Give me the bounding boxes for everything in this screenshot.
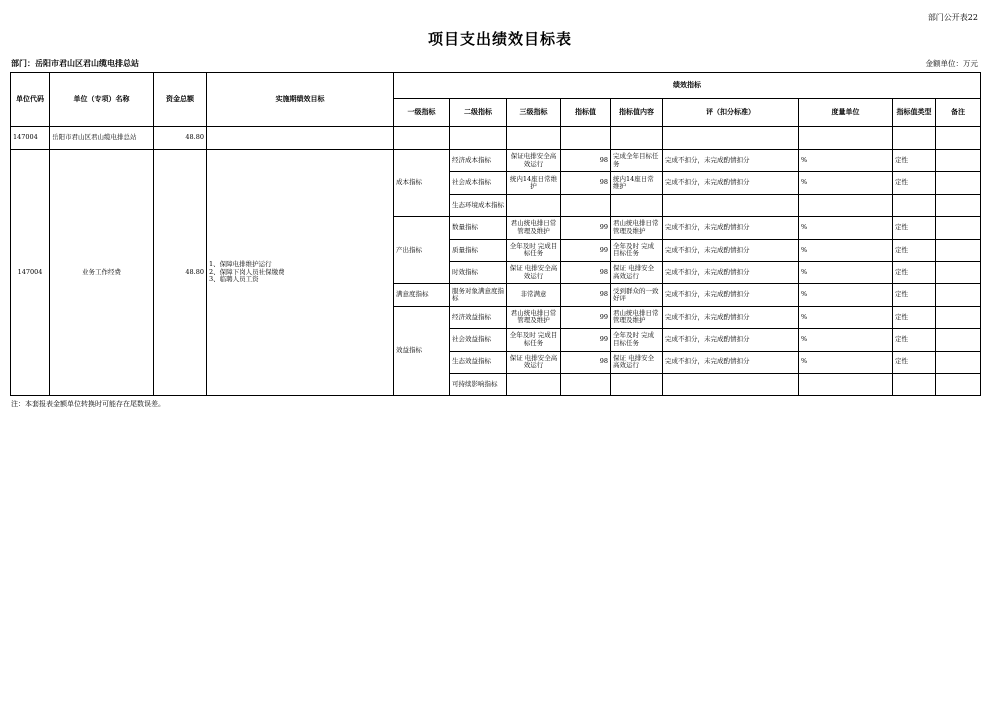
level3-indicator: 保证 电排安全高效运行: [507, 261, 561, 283]
remarks-cell: [936, 261, 981, 283]
indicator-content: 统内14座日常维护: [611, 172, 663, 194]
measure-unit: %: [799, 172, 893, 194]
header-scoring: 评（扣分标准）: [663, 99, 799, 127]
scoring-standard: 完成不扣分，未完成酌情扣分: [663, 351, 799, 373]
indicator-value: 98: [561, 261, 611, 283]
goal-line: 1、保障电排维护运行: [209, 260, 272, 269]
footnote: 注：本套报表金额单位转换时可能存在尾数误差。: [11, 400, 165, 408]
level2-indicator: 可持续影响指标: [450, 373, 507, 395]
level3-indicator: 非常满意: [507, 284, 561, 306]
remarks-cell: [936, 284, 981, 306]
level3-indicator: 全年及时 完成目标任务: [507, 329, 561, 351]
indicator-content: 全年及时 完成目标任务: [611, 329, 663, 351]
measure-unit: %: [799, 261, 893, 283]
scoring-standard: 完成不扣分，未完成酌情扣分: [663, 150, 799, 172]
level3-indicator: 统内14座日常维护: [507, 172, 561, 194]
sheet-number-label: 部门公开表22: [927, 13, 978, 22]
remarks-cell: [936, 172, 981, 194]
level2-indicator: 经济效益指标: [450, 306, 507, 328]
scoring-standard: 完成不扣分，未完成酌情扣分: [663, 217, 799, 239]
remarks-cell: [936, 217, 981, 239]
measure-unit: %: [799, 217, 893, 239]
scoring-standard: 完成不扣分，未完成酌情扣分: [663, 306, 799, 328]
measure-unit: %: [799, 284, 893, 306]
performance-goals-table: [10, 72, 981, 396]
indicator-content: 君山统电排日常管理及维护: [611, 217, 663, 239]
indicator-content: [611, 194, 663, 216]
scoring-standard: 完成不扣分，未完成酌情扣分: [663, 329, 799, 351]
project-goal: [207, 150, 394, 396]
header-unit-name: 单位（专项）名称: [50, 73, 154, 127]
level2-indicator: 服务对象满意度指标: [450, 284, 507, 306]
level2-indicator: 经济成本指标: [450, 150, 507, 172]
remarks-cell: [936, 239, 981, 261]
value-type: 定性: [893, 351, 936, 373]
value-type: [893, 194, 936, 216]
value-type: 定性: [893, 306, 936, 328]
value-type: 定性: [893, 239, 936, 261]
level1-indicator: 效益指标: [394, 306, 450, 396]
header-value: 指标值: [561, 99, 611, 127]
indicator-content: 保证 电排安全高效运行: [611, 261, 663, 283]
indicator-row: [11, 150, 981, 172]
remarks-cell: [936, 351, 981, 373]
level3-indicator: 全年及时 完成目标任务: [507, 239, 561, 261]
level3-indicator: 保证 电排安全高效运行: [507, 351, 561, 373]
header-level3: 三级指标: [507, 99, 561, 127]
level2-indicator: 生态效益指标: [450, 351, 507, 373]
level1-indicator: 满意度指标: [394, 284, 450, 306]
value-type: 定性: [893, 329, 936, 351]
measure-unit: [799, 194, 893, 216]
level2-indicator: 社会成本指标: [450, 172, 507, 194]
scoring-standard: [663, 373, 799, 395]
header-unit-code: 单位代码: [11, 73, 50, 127]
page-title: 项目支出绩效目标表: [427, 30, 572, 48]
goal-line: 3、临聘人员工资: [209, 275, 259, 284]
header-total-funds: 资金总额: [154, 73, 207, 127]
indicator-content: 保证 电排安全高效运行: [611, 351, 663, 373]
indicator-value: [561, 373, 611, 395]
indicator-content: 君山统电排日常管理及维护: [611, 306, 663, 328]
value-type: 定性: [893, 261, 936, 283]
level3-indicator: [507, 373, 561, 395]
project-code: 147004: [11, 150, 50, 396]
scoring-standard: 完成不扣分，未完成酌情扣分: [663, 172, 799, 194]
remarks-cell: [936, 150, 981, 172]
indicator-value: [561, 194, 611, 216]
level2-indicator: 时效指标: [450, 261, 507, 283]
level3-indicator: 君山统电排日常管理及维护: [507, 306, 561, 328]
indicator-value: 98: [561, 351, 611, 373]
level2-indicator: 数量指标: [450, 217, 507, 239]
level2-indicator: 质量指标: [450, 239, 507, 261]
header-indicators: 绩效指标: [394, 73, 981, 99]
level2-indicator: 社会效益指标: [450, 329, 507, 351]
indicator-content: [611, 373, 663, 395]
value-type: 定性: [893, 217, 936, 239]
value-type: 定性: [893, 172, 936, 194]
department-label: 部门：岳阳市君山区君山缆电排总站: [11, 58, 139, 68]
header-level1: 一级指标: [394, 99, 450, 127]
scoring-standard: 完成不扣分，未完成酌情扣分: [663, 284, 799, 306]
level2-indicator: 生态环境成本指标: [450, 194, 507, 216]
remarks-cell: [936, 373, 981, 395]
indicator-content: 完成全年目标任务: [611, 150, 663, 172]
measure-unit: %: [799, 329, 893, 351]
scoring-standard: [663, 194, 799, 216]
indicator-value: 98: [561, 150, 611, 172]
scoring-standard: 完成不扣分，未完成酌情扣分: [663, 239, 799, 261]
indicator-value: 98: [561, 172, 611, 194]
indicator-content: 全年及时 完成目标任务: [611, 239, 663, 261]
header-goal: 实施期绩效目标: [207, 73, 394, 127]
goal-line: 2、保障下岗人员社保缴费: [209, 267, 285, 276]
measure-unit: %: [799, 239, 893, 261]
level3-indicator: [507, 194, 561, 216]
indicator-value: 99: [561, 239, 611, 261]
header-remarks: 备注: [936, 99, 981, 127]
value-type: 定性: [893, 150, 936, 172]
indicator-value: 98: [561, 284, 611, 306]
remarks-cell: [936, 306, 981, 328]
amount-unit-label: 金额单位：万元: [925, 59, 978, 68]
measure-unit: %: [799, 150, 893, 172]
header-content: 指标值内容: [611, 99, 663, 127]
measure-unit: %: [799, 306, 893, 328]
header-value-type: 指标值类型: [893, 99, 936, 127]
level1-indicator: 产出指标: [394, 217, 450, 284]
level3-indicator: 君山统电排日常管理及维护: [507, 217, 561, 239]
level1-indicator: 成本指标: [394, 150, 450, 217]
indicator-value: 99: [561, 329, 611, 351]
project-amount: 48.80: [154, 150, 207, 396]
summary-code: 147004: [11, 127, 50, 150]
indicator-content: 受到群众的一致好评: [611, 284, 663, 306]
indicator-value: 99: [561, 217, 611, 239]
project-name: 业务工作经费: [50, 150, 154, 396]
summary-amount: 48.80: [154, 127, 207, 150]
remarks-cell: [936, 329, 981, 351]
summary-name: 岳阳市君山区君山缆电排总站: [50, 127, 154, 150]
scoring-standard: 完成不扣分，未完成酌情扣分: [663, 261, 799, 283]
indicator-value: 99: [561, 306, 611, 328]
summary-row: [11, 127, 981, 150]
header-level2: 二级指标: [450, 99, 507, 127]
measure-unit: %: [799, 351, 893, 373]
value-type: [893, 373, 936, 395]
remarks-cell: [936, 194, 981, 216]
header-measure-unit: 度量单位: [799, 99, 893, 127]
value-type: 定性: [893, 284, 936, 306]
level3-indicator: 保证电排安全高效运行: [507, 150, 561, 172]
measure-unit: [799, 373, 893, 395]
